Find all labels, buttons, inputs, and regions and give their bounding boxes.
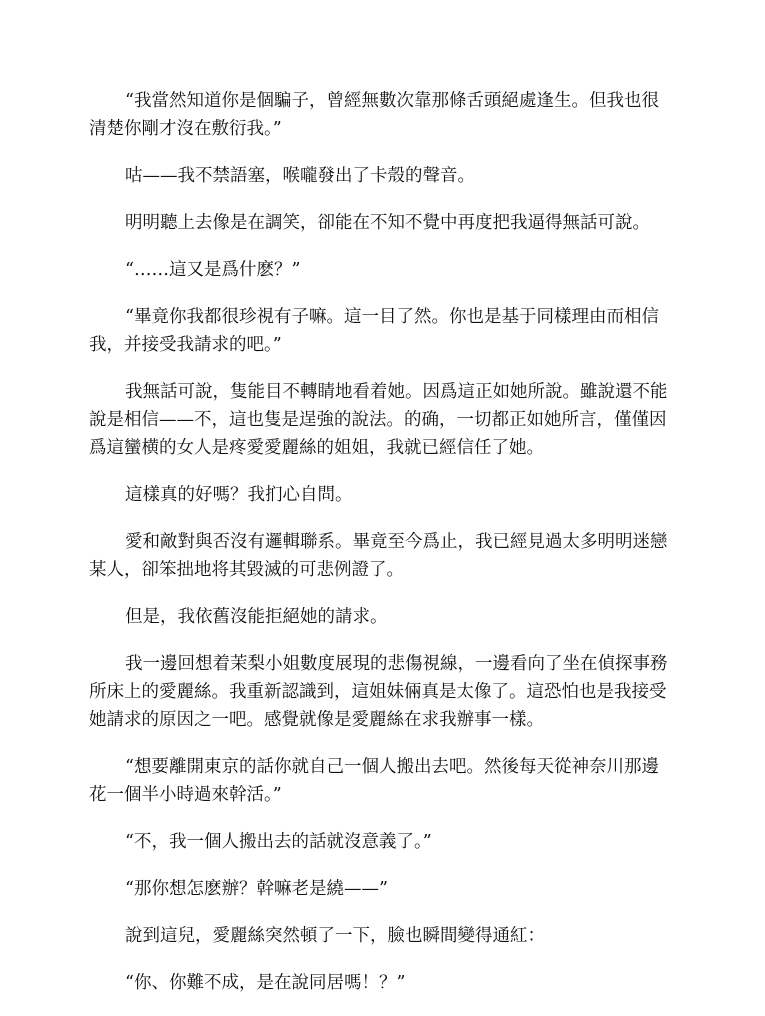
paragraph: “我當然知道你是個騙子，曾經無數次靠那條舌頭絕處逢生。但我也很清楚你剛才沒在敷衍我。”: [89, 91, 659, 139]
document-body: [89, 87, 676, 1016]
paragraph: 我一邊回想着茉梨小姐數度展現的悲傷視線，一邊看向了坐在偵探事務所床上的愛麗絲。我重新認識到，這姐妹倆真是太像了。這恐怕也是我接受她請求的原因之一吧。感覺就像是愛麗絲在求我辦事一樣。: [89, 654, 668, 730]
paragraph: “想要離開東京的話你就自己一個人搬出去吧。然後每天從神奈川那邊花一個半小時過來幹活。”: [89, 757, 659, 805]
paragraph: “畢竟你我都很珍視有子嘛。這一目了然。你也是基于同樣理由而相信我，并接受我請求的吧。”: [89, 307, 659, 355]
paragraph: 說到這兒，愛麗絲突然頓了一下，臉也瞬間變得通紅：: [125, 926, 545, 946]
paragraph: 我無話可說，隻能目不轉睛地看着她。因爲這正如她所說。雖說還不能說是相信——不，這也隻是逞強的說法。的确，一切都正如她所言，僅僅因爲這蠻横的女人是疼愛愛麗絲的姐姐，我就已經信任了她。: [89, 382, 668, 458]
paragraph: “……這又是爲什麽？”: [125, 260, 301, 280]
paragraph: 這樣真的好嗎？我扪心自問。: [125, 485, 353, 505]
paragraph: 咕——我不禁語塞，喉嚨發出了卡殼的聲音。: [125, 166, 475, 186]
paragraph: 明明聽上去像是在調笑，卻能在不知不覺中再度把我逼得無話可說。: [125, 213, 650, 233]
paragraph: 但是，我依舊沒能拒絕她的請求。: [125, 607, 388, 627]
paragraph: “不，我一個人搬出去的話就沒意義了。”: [125, 832, 432, 852]
paragraph: 愛和敵對與否沒有邏輯聯系。畢竟至今爲止，我已經見過太多明明迷戀某人，卻笨拙地将其毀滅的可悲例證了。: [89, 532, 668, 580]
paragraph: “那你想怎麽辦？幹嘛老是繞——”: [125, 879, 388, 899]
paragraph: “你、你難不成，是在說同居嗎！？”: [125, 973, 406, 993]
